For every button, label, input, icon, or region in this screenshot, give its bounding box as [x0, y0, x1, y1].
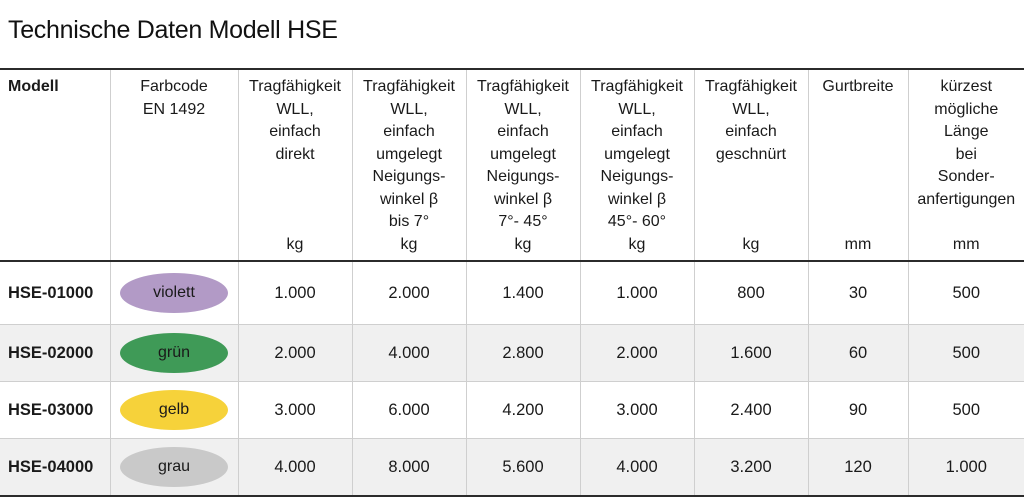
column-header-farbcode: [110, 69, 238, 261]
laenge-cell: 500: [908, 382, 1024, 439]
wll-direkt-cell: 2.000: [238, 325, 352, 382]
column-header-laenge: [908, 69, 1024, 261]
wll-geschnuert-cell: 3.200: [694, 439, 808, 497]
column-header-unit: kg: [286, 236, 304, 253]
gurtbreite-cell: 90: [808, 382, 908, 439]
laenge-cell: 1.000: [908, 439, 1024, 497]
gurtbreite-cell: 60: [808, 325, 908, 382]
model-cell: HSE-04000: [0, 439, 110, 497]
column-header-label: Tragfähigkeit WLL, einfach direkt: [249, 78, 341, 163]
color-code-pill: grau: [120, 447, 228, 487]
wll-geschnuert-cell: 1.600: [694, 325, 808, 382]
table-row: [0, 325, 1024, 382]
gurtbreite-cell: 120: [808, 439, 908, 497]
color-code-pill: gelb: [120, 390, 228, 430]
column-header-modell: [0, 69, 110, 261]
column-header-unit: mm: [952, 236, 980, 253]
column-header-wll-umgelegt-60: [580, 69, 694, 261]
column-header-wll-geschnuert: [694, 69, 808, 261]
column-header-label: Gurtbreite: [822, 78, 894, 95]
column-header-wll-umgelegt-7: [352, 69, 466, 261]
wll-direkt-cell: 4.000: [238, 439, 352, 497]
model-cell: HSE-03000: [8, 400, 94, 419]
table-row: [0, 382, 1024, 439]
wll-umgelegt-45-cell: 2.800: [466, 325, 580, 382]
gurtbreite-cell: 30: [808, 261, 908, 325]
wll-umgelegt-60-cell: 4.000: [580, 439, 694, 497]
wll-umgelegt-60-cell: 1.000: [580, 261, 694, 325]
color-code-cell: [110, 325, 238, 382]
laenge-cell: 500: [908, 261, 1024, 325]
table-row: [0, 439, 1024, 497]
wll-direkt-cell: 1.000: [238, 261, 352, 325]
color-code-pill: grün: [120, 333, 228, 373]
wll-umgelegt-7-cell: 6.000: [352, 382, 466, 439]
column-header-label: Tragfähigkeit WLL, einfach geschnürt: [705, 78, 797, 163]
column-header-unit: kg: [742, 236, 760, 253]
wll-umgelegt-60-cell: 2.000: [580, 325, 694, 382]
wll-umgelegt-7-cell: 4.000: [352, 325, 466, 382]
column-header-unit: kg: [400, 236, 418, 253]
wll-umgelegt-45-cell: 1.400: [466, 261, 580, 325]
model-cell: HSE-01000: [8, 283, 94, 302]
wll-umgelegt-7-cell: 8.000: [352, 439, 466, 497]
laenge-cell: 500: [908, 325, 1024, 382]
column-header-label: Farbcode EN 1492: [140, 78, 208, 118]
column-header-wll-direkt: [238, 69, 352, 261]
page-title: Technische Daten Modell HSE: [8, 16, 338, 44]
color-code-cell: [110, 439, 238, 497]
wll-direkt-cell: 3.000: [238, 382, 352, 439]
column-header-label: Tragfähigkeit WLL, einfach umgelegt Neigungs- winkel β bis 7°: [363, 78, 455, 230]
wll-umgelegt-45-cell: 4.200: [466, 382, 580, 439]
column-header-label: Modell: [8, 78, 59, 95]
column-header-unit: mm: [844, 236, 872, 253]
table-row: [0, 261, 1024, 325]
column-header-label: kürzest mögliche Länge bei Sonder- anfertigungen: [917, 78, 1016, 208]
wll-geschnuert-cell: 2.400: [694, 382, 808, 439]
spec-table: [0, 68, 1024, 497]
column-header-wll-umgelegt-45: [466, 69, 580, 261]
column-header-unit: kg: [628, 236, 646, 253]
wll-geschnuert-cell: 800: [694, 261, 808, 325]
column-header-unit: kg: [514, 236, 532, 253]
color-code-cell: [110, 382, 238, 439]
wll-umgelegt-7-cell: 2.000: [352, 261, 466, 325]
column-header-gurtbreite: [808, 69, 908, 261]
header-row: [0, 69, 1024, 261]
wll-umgelegt-45-cell: 5.600: [466, 439, 580, 497]
column-header-label: Tragfähigkeit WLL, einfach umgelegt Neigungs- winkel β 45°- 60°: [591, 78, 683, 230]
color-code-pill: violett: [120, 273, 228, 313]
column-header-label: Tragfähigkeit WLL, einfach umgelegt Neigungs- winkel β 7°- 45°: [477, 78, 569, 230]
wll-umgelegt-60-cell: 3.000: [580, 382, 694, 439]
color-code-cell: [110, 261, 238, 325]
model-cell: HSE-02000: [0, 325, 110, 382]
